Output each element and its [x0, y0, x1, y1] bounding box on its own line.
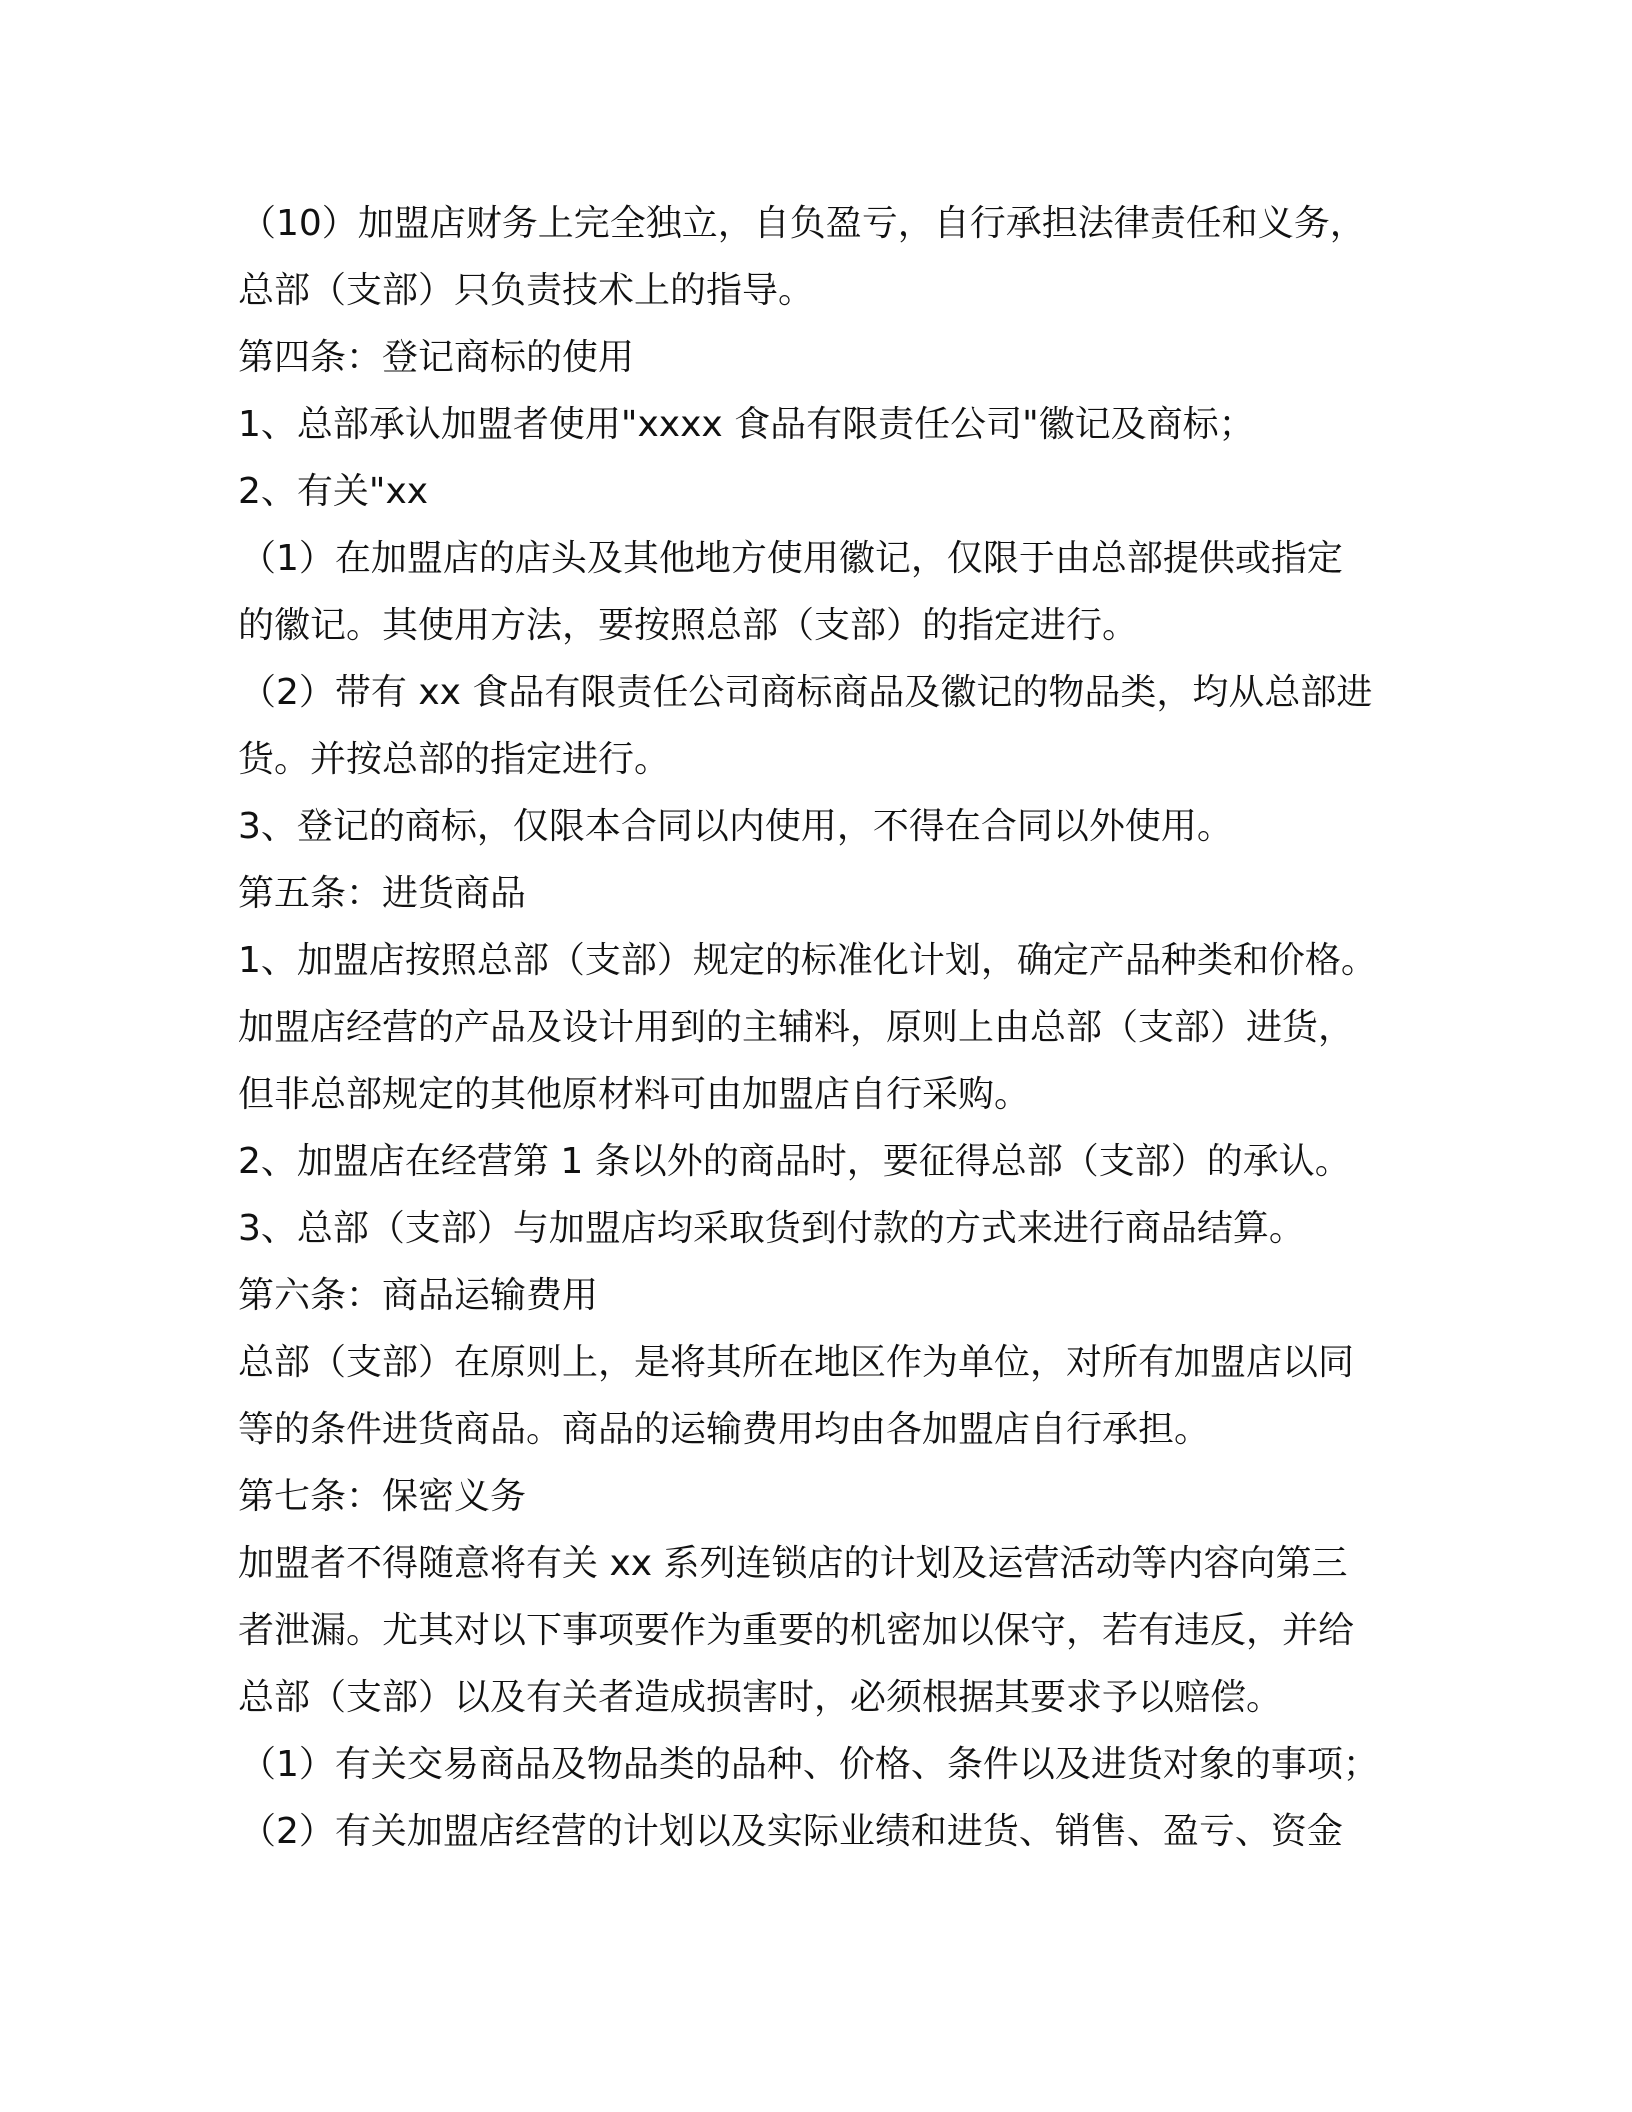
article-5-item-1-line-3: 但非总部规定的其他原材料可由加盟店自行采购。	[238, 1074, 1031, 1115]
article-6-heading: 第六条：商品运输费用	[238, 1275, 599, 1316]
article-4-heading: 第四条：登记商标的使用	[238, 337, 635, 378]
article-5-item-3: 3、总部（支部）与加盟店均采取货到付款的方式来进行商品结算。	[238, 1208, 1305, 1249]
article-4-item-2-sub-2-line-1: （2）带有 xx 食品有限责任公司商标商品及徽记的物品类，均从总部进	[240, 672, 1373, 713]
article-5-item-1-line-2: 加盟店经营的产品及设计用到的主辅料，原则上由总部（支部）进货，	[238, 1007, 1355, 1048]
article-7-sub-2: （2）有关加盟店经营的计划以及实际业绩和进货、销售、盈亏、资金	[240, 1811, 1343, 1852]
article-6-body-line-1: 总部（支部）在原则上，是将其所在地区作为单位，对所有加盟店以同	[238, 1342, 1355, 1383]
article-7-sub-1: （1）有关交易商品及物品类的品种、价格、条件以及进货对象的事项；	[240, 1744, 1379, 1785]
article-7-body-line-2: 者泄漏。尤其对以下事项要作为重要的机密加以保守，若有违反，并给	[238, 1610, 1355, 1651]
clause-4-10-line-2: 总部（支部）只负责技术上的指导。	[238, 270, 815, 311]
article-4-item-2-sub-2-line-2: 货。并按总部的指定进行。	[238, 739, 671, 780]
article-4-item-3: 3、登记的商标，仅限本合同以内使用，不得在合同以外使用。	[238, 806, 1233, 847]
article-6-body-line-2: 等的条件进货商品。商品的运输费用均由各加盟店自行承担。	[238, 1409, 1211, 1450]
article-5-heading: 第五条：进货商品	[238, 873, 527, 914]
article-5-item-1-line-1: 1、加盟店按照总部（支部）规定的标准化计划，确定产品种类和价格。	[238, 940, 1377, 981]
clause-4-10-line-1: （10）加盟店财务上完全独立，自负盈亏，自行承担法律责任和义务，	[240, 203, 1366, 244]
article-7-body-line-3: 总部（支部）以及有关者造成损害时，必须根据其要求予以赔偿。	[238, 1677, 1283, 1718]
article-4-item-2-sub-1-line-2: 的徽记。其使用方法，要按照总部（支部）的指定进行。	[238, 605, 1139, 646]
article-5-item-2: 2、加盟店在经营第 1 条以外的商品时，要征得总部（支部）的承认。	[238, 1141, 1351, 1182]
article-7-body-line-1: 加盟者不得随意将有关 xx 系列连锁店的计划及运营活动等内容向第三	[238, 1543, 1348, 1584]
article-7-heading: 第七条：保密义务	[238, 1476, 527, 1517]
article-4-item-2: 2、有关"xx	[238, 471, 429, 512]
article-4-item-1: 1、总部承认加盟者使用"xxxx 食品有限责任公司"徽记及商标；	[238, 404, 1255, 445]
document-body	[238, 190, 1398, 1865]
article-4-item-2-sub-1-line-1: （1）在加盟店的店头及其他地方使用徽记，仅限于由总部提供或指定	[240, 538, 1343, 579]
